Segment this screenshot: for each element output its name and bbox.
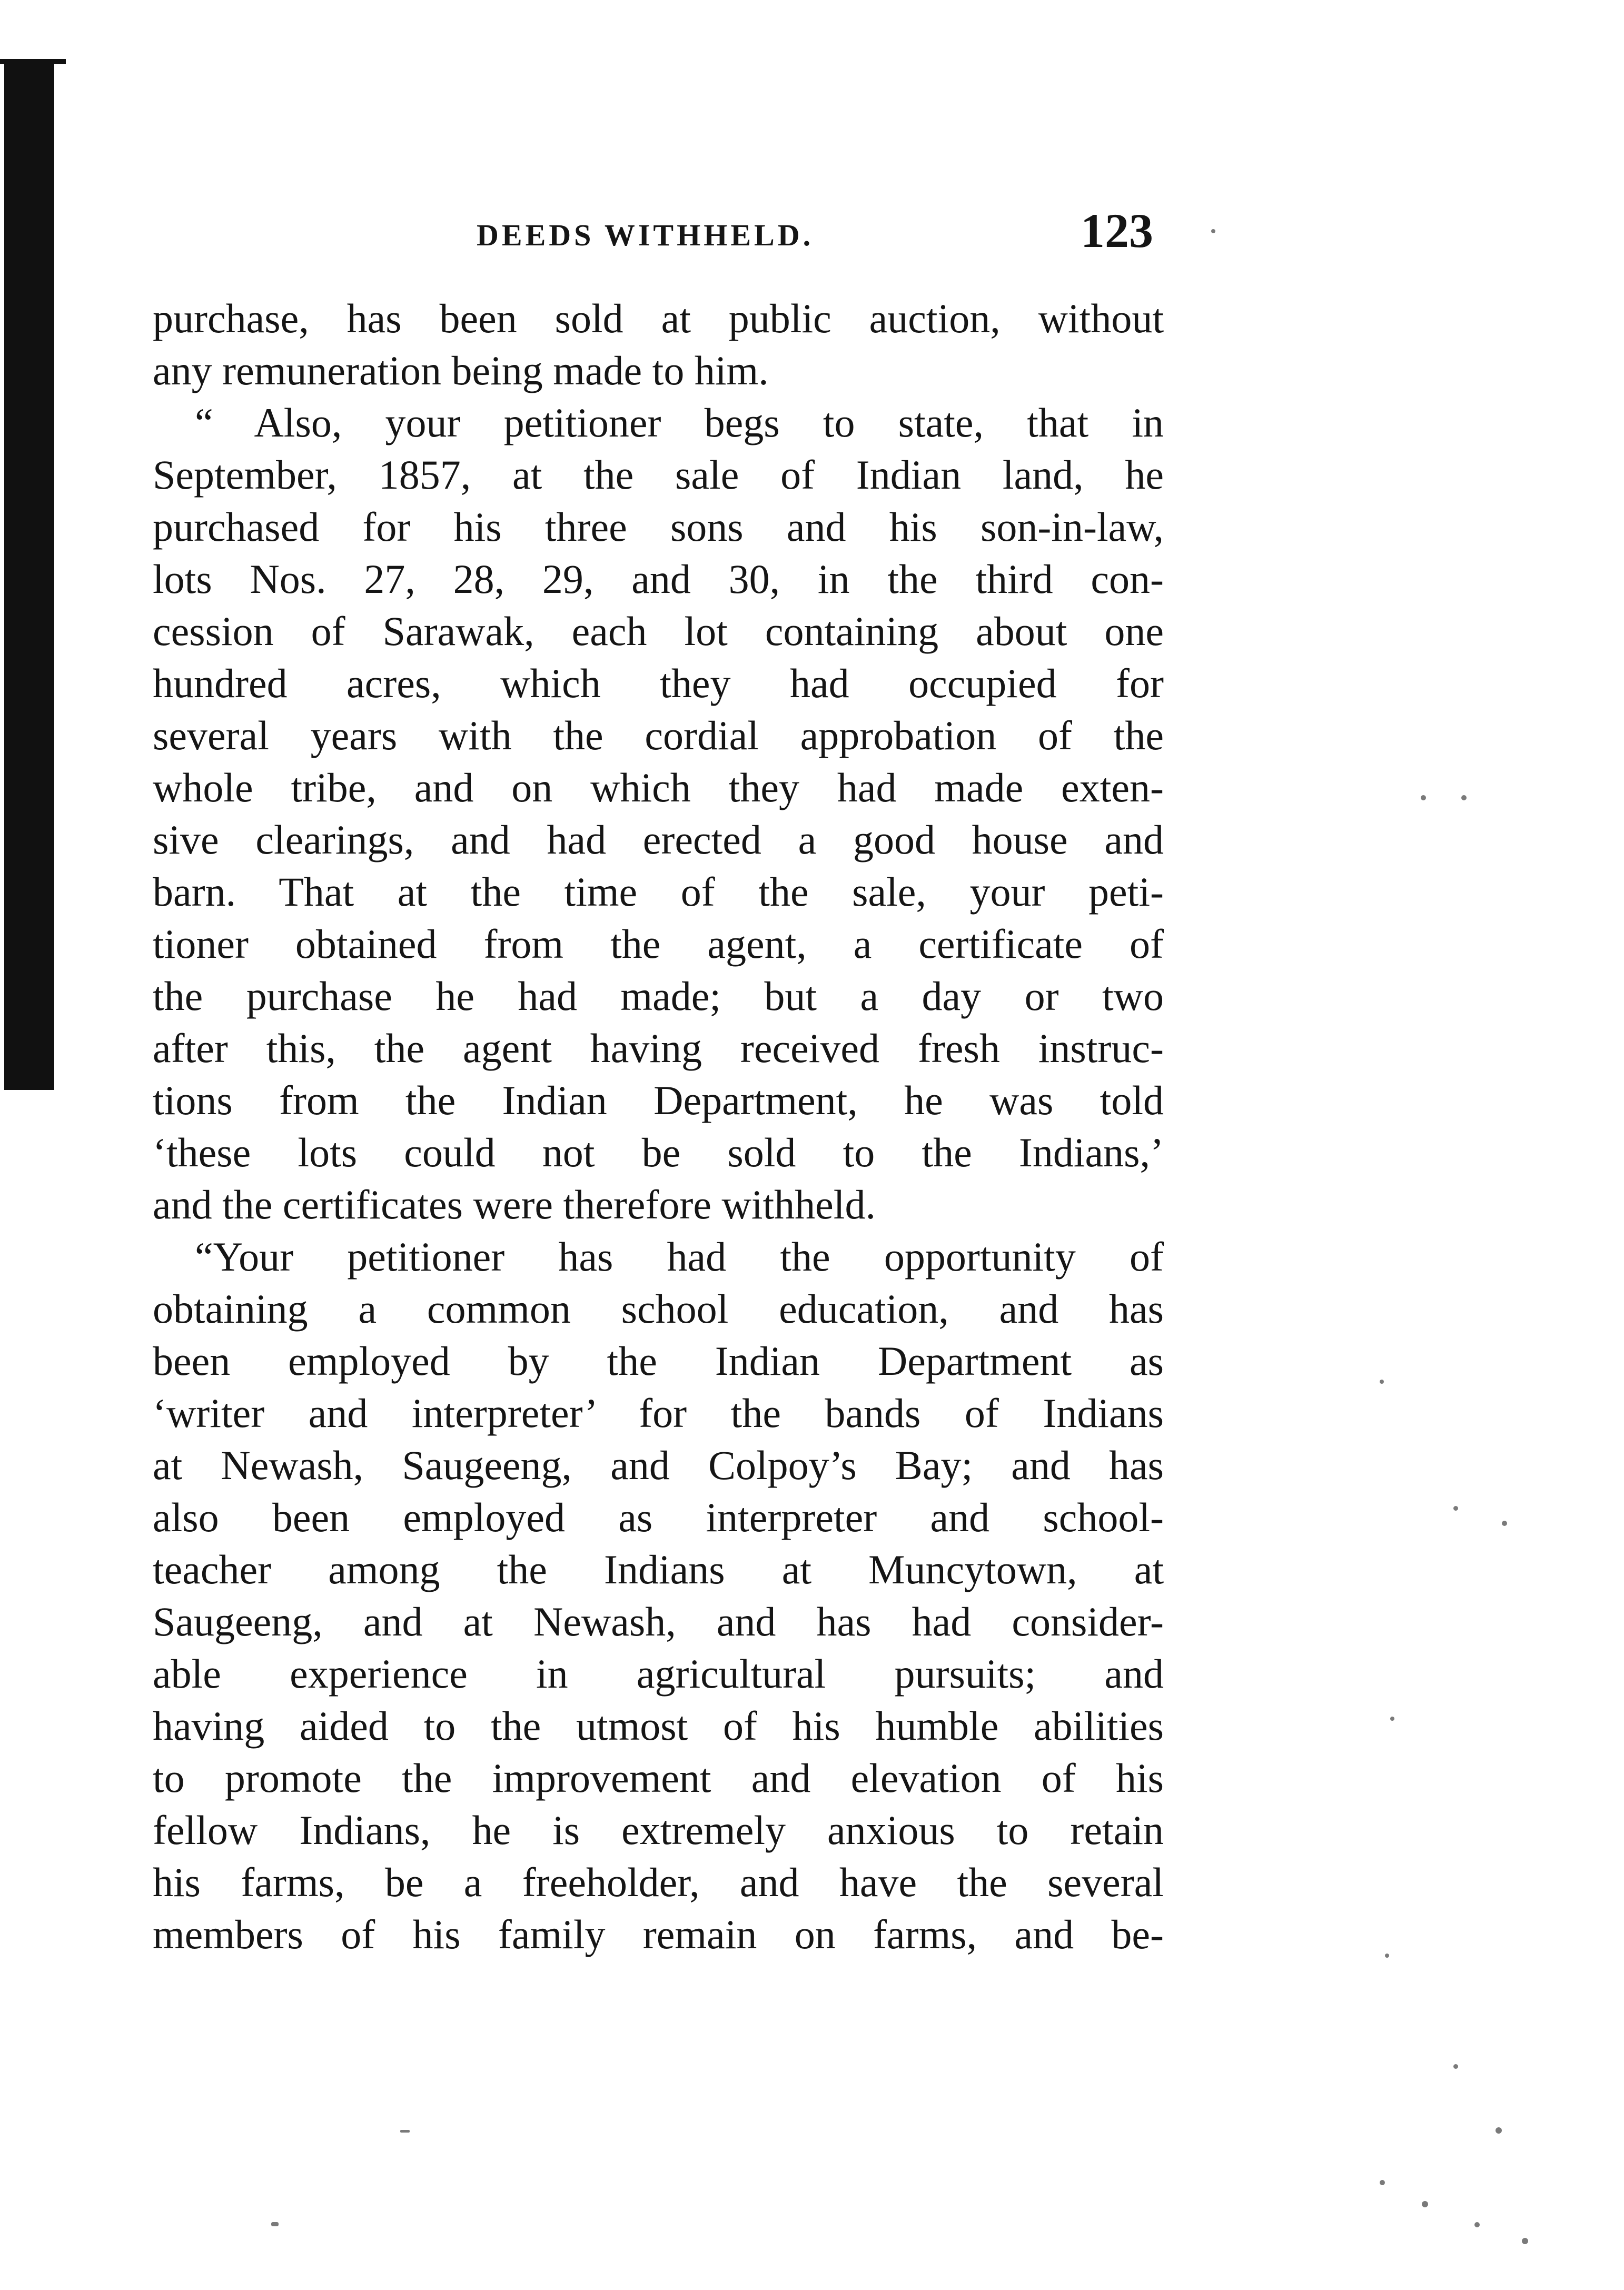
paper-speck [271, 2222, 279, 2226]
paper-speck [1422, 2201, 1428, 2207]
paper-speck [1380, 2180, 1385, 2185]
text-line: and the certificates were therefore withheld. [153, 1182, 876, 1227]
text-line: barn. That at the time of the sale, your peti- [153, 869, 1164, 915]
paper-speck [1496, 2127, 1502, 2134]
text-line: his farms, be a freeholder, and have the several [153, 1859, 1164, 1905]
paper-speck [1421, 795, 1426, 800]
text-line: Saugeeng, and at Newash, and has had consider- [153, 1599, 1164, 1644]
text-line: tions from the Indian Department, he was told [153, 1077, 1164, 1123]
text-line: whole tribe, and on which they had made exten- [153, 765, 1164, 810]
running-title: DEEDS WITHHELD. [477, 218, 814, 252]
text-line: at Newash, Saugeeng, and Colpoy’s Bay; and has [153, 1442, 1164, 1488]
text-line: tioner obtained from the agent, a certificate of [153, 921, 1164, 967]
paper-speck [1211, 229, 1215, 233]
paper-speck [1474, 2222, 1480, 2227]
text-line: September, 1857, at the sale of Indian land, he [153, 452, 1164, 498]
paper-speck [1390, 1717, 1394, 1721]
text-line: cession of Sarawak, each lot containing about one [153, 608, 1164, 654]
text-line: purchased for his three sons and his son-in-law, [153, 504, 1164, 550]
text-line: members of his family remain on farms, and be- [153, 1911, 1164, 1957]
text-line: fellow Indians, he is extremely anxious to retain [153, 1807, 1164, 1853]
text-line: “ Also, your petitioner begs to state, that in [195, 400, 1164, 445]
text-line: several years with the cordial approbation of the [153, 712, 1164, 758]
paper-speck [1502, 1521, 1507, 1526]
text-line: “Your petitioner has had the opportunity of [195, 1234, 1164, 1280]
text-line: having aided to the utmost of his humble abilities [153, 1703, 1164, 1749]
text-line: lots Nos. 27, 28, 29, and 30, in the third con- [153, 556, 1164, 602]
paper-speck [1453, 2064, 1458, 2069]
paper-speck [1380, 1380, 1384, 1384]
body-text [153, 292, 1164, 1960]
text-line: the purchase he had made; but a day or two [153, 973, 1164, 1019]
text-line: sive clearings, and had erected a good house and [153, 817, 1164, 863]
text-line: hundred acres, which they had occupied for [153, 660, 1164, 706]
text-line: purchase, has been sold at public auction, without [153, 295, 1164, 341]
paper-speck [1385, 1954, 1389, 1958]
text-line: ‘these lots could not be sold to the Indians,’ [153, 1129, 1164, 1175]
text-line: obtaining a common school education, and has [153, 1286, 1164, 1332]
text-line: been employed by the Indian Department as [153, 1338, 1164, 1384]
paper-speck [1453, 1506, 1458, 1511]
text-line: also been employed as interpreter and school- [153, 1494, 1164, 1540]
text-line: able experience in agricultural pursuits; and [153, 1651, 1164, 1697]
text-line: after this, the agent having received fresh instruc- [153, 1025, 1164, 1071]
page-number: 123 [1081, 204, 1153, 257]
running-head [0, 203, 1624, 261]
text-line: to promote the improvement and elevation of his [153, 1755, 1164, 1801]
text-line: ‘writer and interpreter’ for the bands of Indians [153, 1390, 1164, 1436]
paper-speck [1522, 2238, 1528, 2244]
paper-speck [400, 2130, 410, 2133]
paper-speck [1461, 795, 1467, 800]
text-line: any remuneration being made to him. [153, 348, 769, 393]
text-line: teacher among the Indians at Muncytown, at [153, 1547, 1164, 1592]
